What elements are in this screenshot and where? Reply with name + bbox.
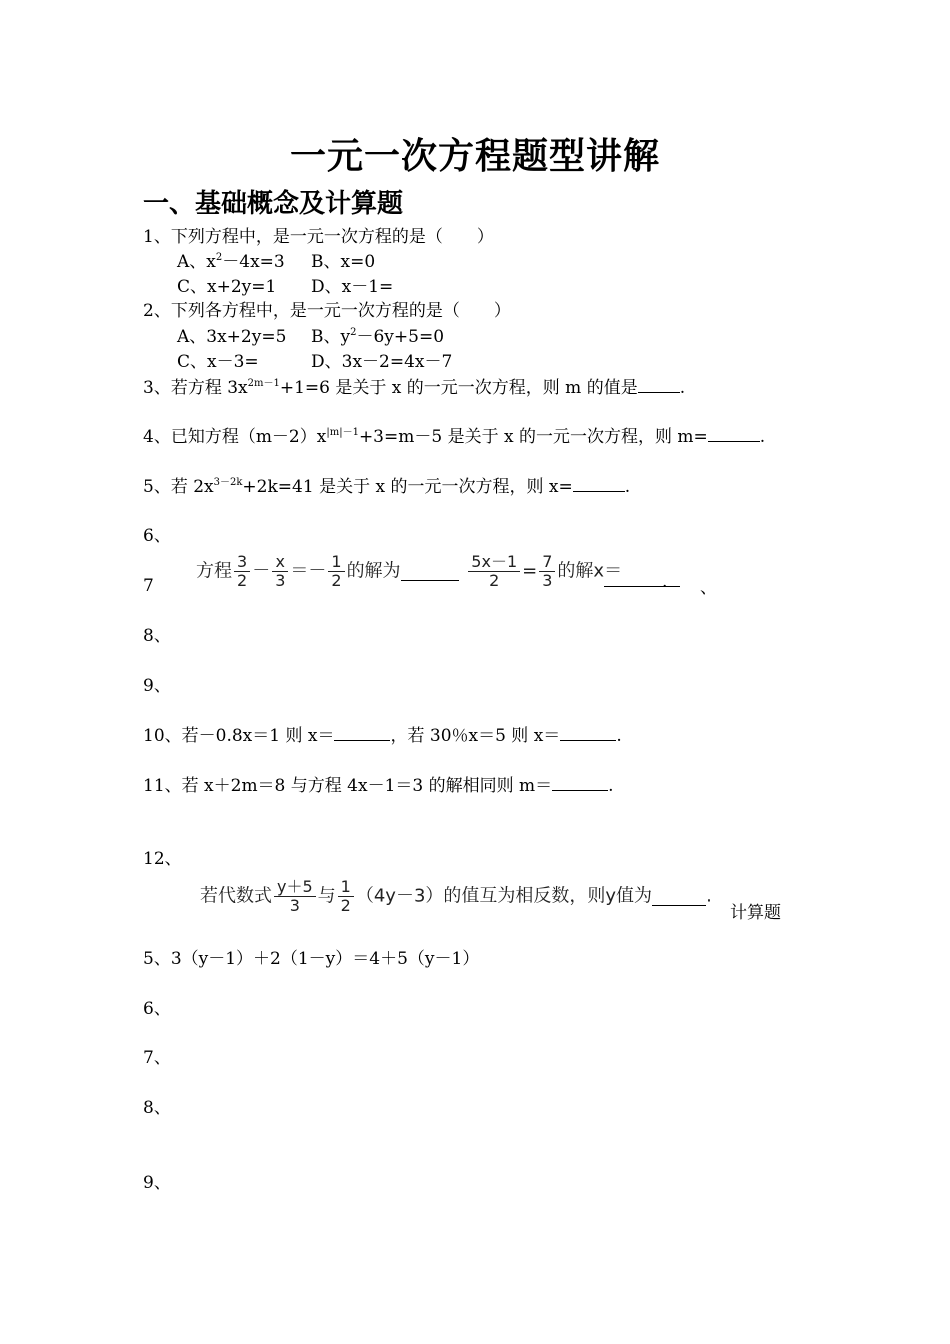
calc-q7-label: 7、 [143,1048,171,1068]
q4-text: 4、已知方程（m－2）x [143,427,327,447]
q7-answer-2 [604,570,667,593]
q3-line [143,376,685,399]
q2-option-a: A、3x+2y=5 [177,327,287,347]
q7-f3-denominator: 2 [331,571,342,590]
q5-text: 5、若 2x [143,477,214,497]
q12-f1-denominator: 3 [289,896,300,915]
calc-section-label: 计算题 [730,903,781,923]
q4-period: . [759,427,766,447]
q4-answer-blank[interactable] [708,425,760,442]
q10-text-1: 10、若－0.8x＝1 则 x＝ [143,726,335,746]
q11-period: . [608,776,614,796]
q7-fraction-1 [234,553,250,590]
q12-label: 12、 [143,849,182,869]
q7-text-solution-x: 的解x＝ [557,560,623,582]
q3-text: 3、若方程 3x [143,378,248,398]
q12-fraction-2 [338,878,354,915]
q3-exponent: 2m－1 [247,378,280,389]
q12-text-1: 若代数式 [200,885,272,907]
q5-text-rest: +2k=41 是关于 x 的一元一次方程，则 x= [242,477,573,497]
q7-label: 7 [143,576,154,596]
q12-text-3: （4y－3）的值互为相反数，则y值为 [355,885,653,907]
q2-stem: 2、下列各方程中，是一元一次方程的是（ ） [143,301,511,321]
q11-text: 11、若 x＋2m＝8 与方程 4x－1＝3 的解相同则 m＝ [143,776,553,796]
q10-answer-blank-2[interactable] [560,724,616,741]
q9-label: 9、 [143,676,171,696]
q3-answer-blank[interactable] [638,376,680,393]
q10-period: . [616,726,622,746]
q7-text-solution: 的解为 [346,560,401,582]
q7-f4-denominator: 2 [489,571,500,590]
q7-f5-denominator: 3 [542,571,553,590]
q7-answer-blank-1[interactable] [401,564,459,581]
q4-text-rest: +3=m－5 是关于 x 的一元一次方程，则 m= [358,427,708,447]
q1-option-c: C、x+2y=1 [177,277,277,297]
q12-period: . [706,885,712,907]
q7-text-fangcheng: 方程 [196,560,232,582]
calc-q9-label: 9、 [143,1173,171,1193]
q5-exponent: 3－2k [213,477,243,488]
q7-fraction-3 [328,553,344,590]
calc-q8-label: 8、 [143,1098,171,1118]
q5-answer-blank[interactable] [573,475,625,492]
q7-equals-2: = [522,560,538,582]
q7-answer-blank-2[interactable] [604,570,680,587]
q12-f2-denominator: 2 [340,896,351,915]
q12-text-2: 与 [317,885,336,907]
q3-text-rest: +1=6 是关于 x 的一元一次方程，则 m 的值是 [279,378,638,398]
q2-option-b [311,326,444,348]
q1-stem: 1、下列方程中，是一元一次方程的是（ ） [143,227,494,247]
q8-label: 8、 [143,626,171,646]
q1-a-exponent: 2 [215,252,223,263]
q1-option-a [177,251,285,273]
q7-equation-image [196,553,622,590]
q7-f2-denominator: 3 [275,571,286,590]
q7-f4-numerator: 5x－1 [468,553,520,572]
q7-period: . [662,572,668,592]
q1-option-d: D、x－1= [311,277,394,297]
q7-fraction-5 [539,553,555,590]
q7-equals: ＝－ [290,560,327,582]
q1-a-rest: －4x=3 [222,252,285,272]
q7-tail: 、 [700,578,717,598]
q2-b-exponent: 2 [350,327,357,338]
q7-fraction-4 [468,553,520,590]
q11-line [143,774,614,797]
q12-f1-numerator: y＋5 [274,878,316,897]
q5-period: . [624,477,631,497]
q10-answer-blank-1[interactable] [334,724,390,741]
q6-label: 6、 [143,526,171,546]
q5-line [143,475,630,498]
page-title: 一元一次方程题型讲解 [289,136,660,177]
q7-f1-denominator: 2 [237,571,248,590]
q1-option-b: B、x=0 [311,252,376,272]
q1-a-text: A、x [177,252,216,272]
q12-fraction-1 [274,878,316,915]
q2-option-d: D、3x－2=4x－7 [311,352,453,372]
q4-exponent: |m|－1 [326,427,359,438]
q10-line [143,724,622,747]
q12-equation-image [200,878,712,915]
q12-f2-numerator: 1 [338,878,354,897]
q4-line [143,425,765,448]
q7-minus: － [252,560,271,582]
q7-f5-numerator: 7 [539,553,555,572]
calc-q6-label: 6、 [143,999,171,1019]
calc-q5: 5、3（y－1）＋2（1－y）＝4＋5（y－1） [143,949,480,969]
q12-answer-blank[interactable] [652,889,706,906]
q2-b-rest: －6y+5=0 [356,327,445,347]
q7-fraction-2 [272,553,288,590]
q7-f1-numerator: 3 [234,553,250,572]
section-heading: 一、基础概念及计算题 [143,189,404,219]
q2-b-text: B、y [311,327,351,347]
q10-text-2: ，若 30％x＝5 则 x＝ [390,726,561,746]
q7-f2-numerator: x [272,553,288,572]
q11-answer-blank[interactable] [552,774,608,791]
q7-f3-numerator: 1 [328,553,344,572]
q2-option-c: C、x－3= [177,352,259,372]
q3-period: . [679,378,686,398]
